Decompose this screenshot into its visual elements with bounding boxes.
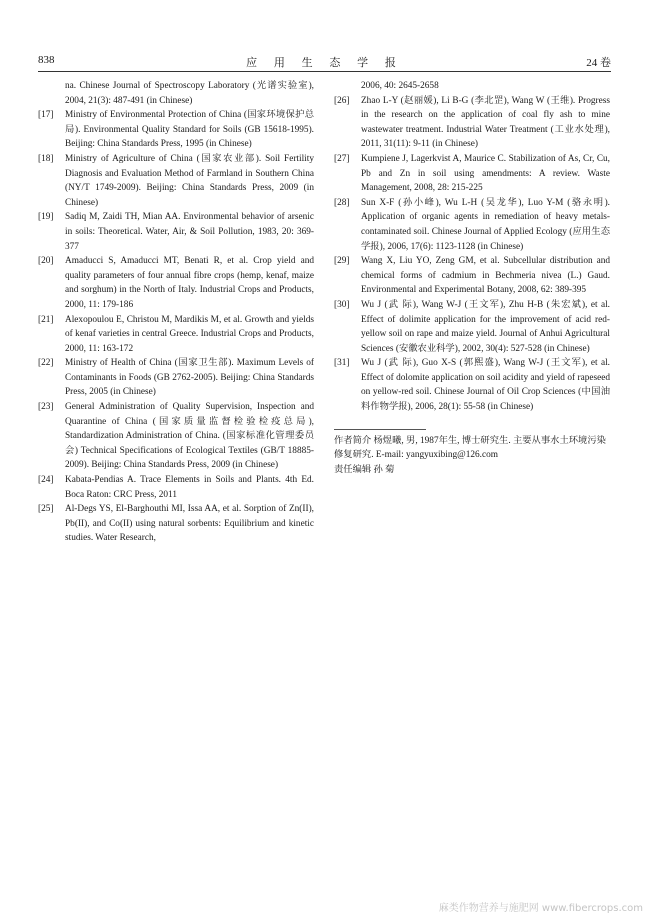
reference-number: [29] bbox=[334, 256, 350, 267]
reference-text: Sun X-F (孙小峰), Wu L-H (吴龙华), Luo Y-M (骆永明). Application of organic agents in remediation of heavy metals-contaminated soil. Chinese Journal of Applied Ecology (应用生态学报), 2006, 17(6): 1123-1128 (in Chinese) bbox=[361, 197, 610, 252]
responsible-editor: 责任编辑 孙 菊 bbox=[334, 464, 395, 475]
reference-item bbox=[334, 298, 610, 356]
reference-text: Kumpiene J, Lagerkvist A, Maurice C. Stabilization of As, Cr, Cu, Pb and Zn in soil using amendments: A review. Waste Management, 2008, 28: 215-225 bbox=[361, 153, 610, 194]
reference-text: Kabata-Pendias A. Trace Elements in Soils and Plants. 4th Ed. Boca Raton: CRC Press, 2011 bbox=[65, 475, 314, 500]
reference-number: [31] bbox=[334, 358, 350, 369]
reference-text: Amaducci S, Amaducci MT, Benati R, et al. Crop yield and quality parameters of four annual fibre crops (hemp, kenaf, maize and sorghum) in the North of Italy. Industrial Crops and Products, 2000, 11: 179-186 bbox=[65, 256, 314, 310]
reference-item bbox=[334, 356, 610, 414]
header-rule bbox=[38, 71, 611, 72]
reference-item bbox=[334, 254, 610, 298]
reference-text: Alexopoulou E, Christou M, Mardikis M, et al. Growth and yields of kenaf varieties in central Greece. Industrial Crops and Products, 2000, 11: 163-172 bbox=[65, 314, 314, 354]
reference-item bbox=[38, 313, 314, 357]
reference-text: General Administration of Quality Supervision, Inspection and Quarantine of China (国家质量监督检验检疫总局), Standardization Administration of China. (国家标准化管理委员会) Technical Specifications of Ecological Textiles (GB/T 18885-2009). Beijing: China Standards Press, 2009 (in Chinese) bbox=[65, 402, 314, 471]
reference-continuation: 2006, 40: 2645-2658 bbox=[361, 81, 439, 91]
journal-title: 应 用 生 态 学 报 bbox=[246, 57, 403, 69]
reference-number: [17] bbox=[38, 110, 54, 121]
reference-text: Sadiq M, Zaidi TH, Mian AA. Environmental behavior of arsenic in soils: Theoretical. Water, Air, & Soil Pollution, 1983, 20: 369-377 bbox=[65, 212, 314, 252]
reference-number: [19] bbox=[38, 212, 54, 223]
reference-number: [20] bbox=[38, 256, 54, 267]
reference-number: [25] bbox=[38, 504, 54, 515]
reference-item bbox=[38, 152, 314, 210]
right-column bbox=[334, 79, 610, 477]
reference-number: [28] bbox=[334, 197, 350, 208]
reference-item bbox=[38, 400, 314, 473]
reference-number: [21] bbox=[38, 314, 54, 325]
reference-number: [26] bbox=[334, 95, 350, 106]
reference-text: Wu J (武 际), Wang W-J (王文军), Zhu H-B (朱宏斌), et al. Effect of dolimite application for the improvement of acid red-yellow soil on rape and maize yield. Journal of Anhui Agricultural Sciences (安徽农业科学), 2002, 30(4): 527-528 (in Chinese) bbox=[361, 299, 610, 354]
reference-item bbox=[38, 210, 314, 254]
page-number: 838 bbox=[38, 54, 55, 66]
reference-item bbox=[38, 356, 314, 400]
reference-text: Ministry of Agriculture of China (国家农业部). Soil Fertility Diagnosis and Evaluation Method of Farmland in Southern China (NY/T 1749-2009). Beijing: China Standards Press, 2009 (in Chinese) bbox=[65, 153, 314, 208]
reference-number: [24] bbox=[38, 475, 54, 486]
reference-text: Zhao L-Y (赵丽媛), Li B-G (李北罡), Wang W (王维). Progress in the research on the application of coal fly ash to mine wastewater treatment. Industrial Water Treatment (工业水处理), 2011, 31(11): 9-11 (in Chinese) bbox=[361, 95, 610, 150]
reference-number: [23] bbox=[38, 402, 54, 413]
reference-continuation: na. Chinese Journal of Spectroscopy Laboratory (光谱实验室), 2004, 21(3): 487-491 (in Chinese) bbox=[65, 81, 314, 106]
reference-number: [18] bbox=[38, 153, 54, 164]
reference-item bbox=[38, 473, 314, 502]
volume-label: 24 卷 bbox=[586, 57, 611, 69]
reference-item bbox=[38, 108, 314, 152]
reference-item bbox=[38, 502, 314, 546]
left-column bbox=[38, 79, 314, 546]
reference-item bbox=[334, 94, 610, 152]
reference-text: Wu J (武 际), Guo X-S (郭熙盛), Wang W-J (王文军), et al. Effect of dolomite application on soil acidity and yield of rapeseed on yellow-red soil. Chinese Journal of Oil Crop Sciences (中国油料作物学报), 2006, 28(1): 55-58 (in Chinese) bbox=[361, 358, 610, 413]
watermark: 麻类作物营养与施肥网 www.fibercrops.com bbox=[438, 903, 643, 914]
reference-text: Wang X, Liu YO, Zeng GM, et al. Subcellular distribution and chemical forms of cadmium in Bechmeria nivea (L.) Gaud. Environmental and Experimental Botany, 2008, 62: 389-395 bbox=[361, 256, 610, 296]
reference-number: [30] bbox=[334, 299, 350, 310]
reference-item bbox=[334, 196, 610, 254]
reference-number: [27] bbox=[334, 153, 350, 164]
reference-item bbox=[334, 152, 610, 196]
footnote-divider bbox=[334, 429, 426, 430]
reference-text: Ministry of Environmental Protection of China (国家环境保护总局). Environmental Quality Standard for Soils (GB 15618-1995). Beijing: China Standards Press, 1995 (in Chinese) bbox=[65, 110, 314, 150]
reference-text: Ministry of Health of China (国家卫生部). Maximum Levels of Contaminants in Foods (GB 2762-2005). Beijing: China Standards Press, 2005 (in Chinese) bbox=[65, 358, 314, 398]
reference-text: Al-Degs YS, El-Barghouthi MI, Issa AA, et al. Sorption of Zn(II), Pb(II), and Co(II) using natural sorbents: Equilibrium and kinetic studies. Water Research, bbox=[65, 504, 314, 544]
page-header bbox=[38, 54, 611, 70]
reference-number: [22] bbox=[38, 358, 54, 369]
reference-item bbox=[38, 254, 314, 312]
author-bio: 作者简介 杨煜曦, 男, 1987年生, 博士研究生. 主要从事水土环境污染修复研究. E-mail: yangyuxibing@126.com bbox=[334, 435, 606, 461]
